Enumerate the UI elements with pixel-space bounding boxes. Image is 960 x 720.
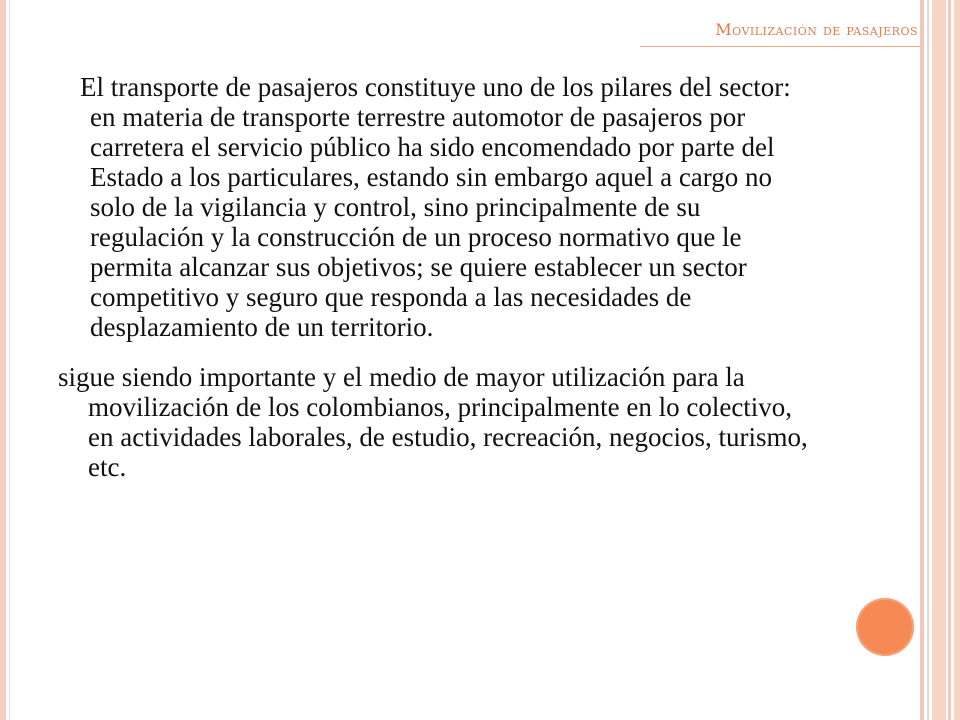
body-paragraph-2: sigue siendo importante y el medio de mayor utilización para la movilización de los colombianos, principalmente en lo colectivo, en actividades laborales, de estudio, recreación, negocios, turismo, etc.: [58, 362, 808, 482]
orange-circle-decoration: [856, 598, 914, 656]
body-paragraph-1: El transporte de pasajeros constituye uno de los pilares del sector: en materia de transporte terrestre automotor de pasajeros por carretera el servicio público ha sido encomendado por parte del Estado a los particulares, estando sin embargo aquel a cargo no solo de la vigilancia y control, sino principalmente de su regulación y la construcción de un proceso normativo que le permita alcanzar sus objetivos; se quiere establecer un sector competitivo y seguro que responda a las necesidades de desplazamiento de un territorio.: [80, 72, 791, 342]
slide-title: Movilización de pasajeros: [715, 20, 918, 39]
title-underline: [640, 46, 920, 47]
right-decorative-stripe: [927, 0, 929, 720]
left-decorative-stripe: [0, 0, 6, 720]
left-decorative-line: [9, 0, 10, 720]
slide-body: [54, 72, 814, 482]
right-decorative-stripe: [954, 0, 960, 720]
right-decorative-stripe: [948, 0, 951, 720]
right-decorative-stripe: [920, 0, 924, 720]
right-decorative-stripe: [932, 0, 946, 720]
